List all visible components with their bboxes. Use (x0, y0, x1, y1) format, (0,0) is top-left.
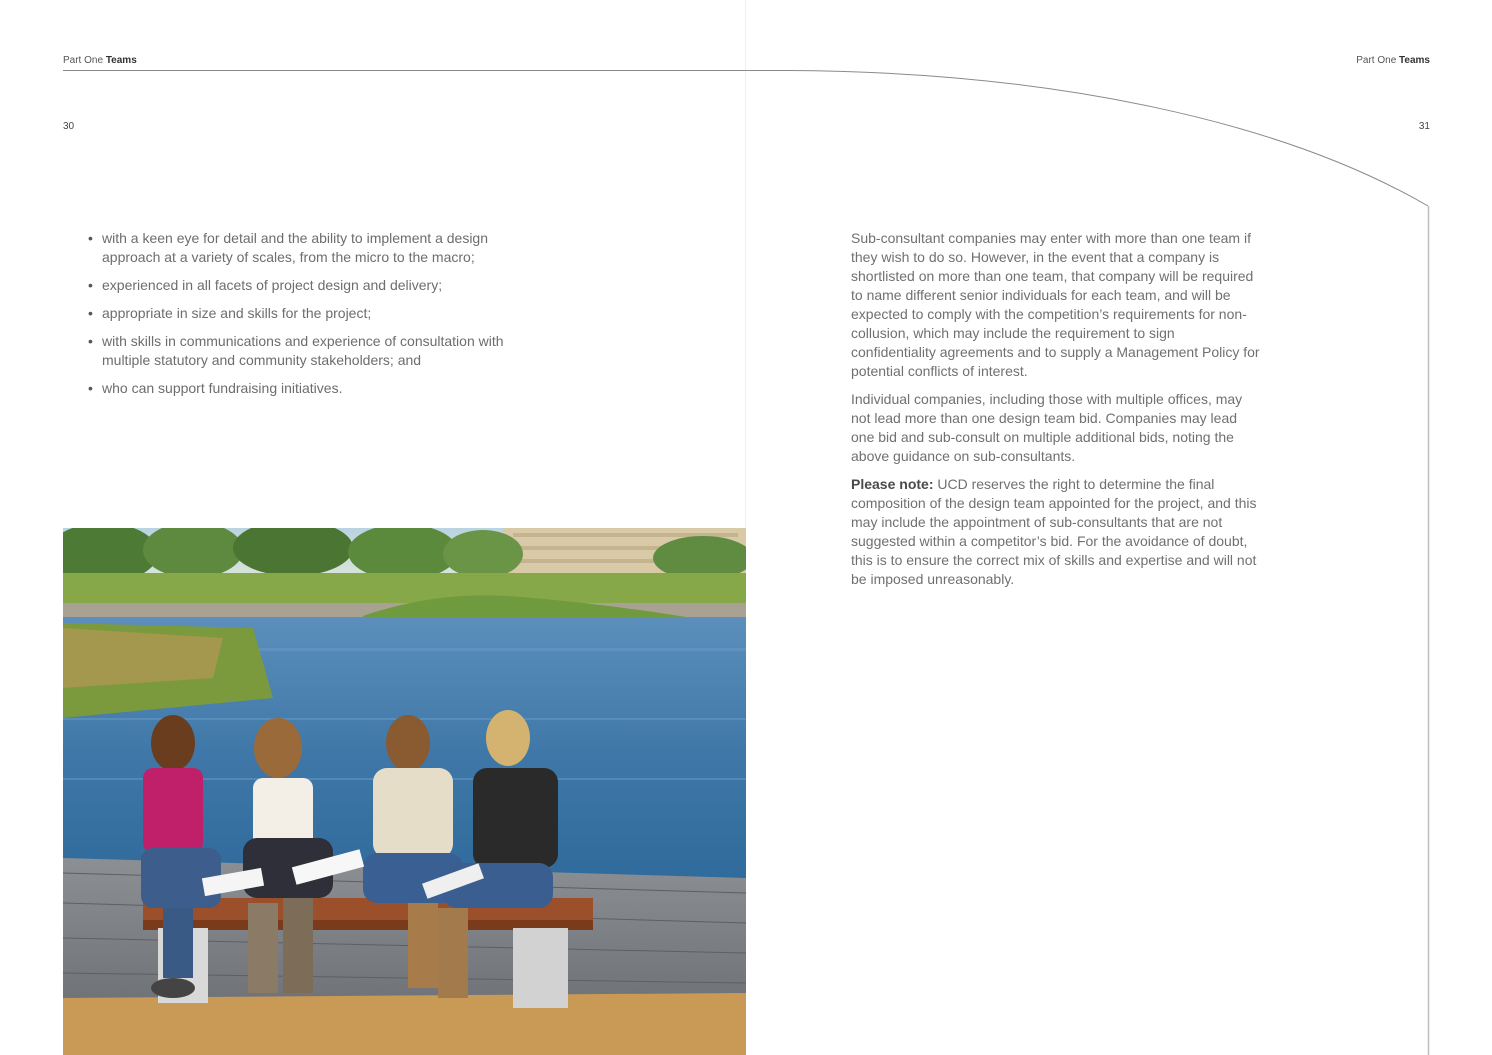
page-number-left: 30 (63, 121, 75, 132)
running-head-prefix: Part One (63, 55, 104, 66)
paragraph-individual-companies: Individual companies, including those with multiple offices, may not lead more than one design team bid. Companies may lead one bid and sub-consult on multiple additional bids, noting the above guidance on sub-consultants. (851, 391, 1243, 464)
paragraph-sub-consultants: Sub-consultant companies may enter with more than one team if they wish to do so. However, in the event that a company is shortlisted on more than one team, that company will be required to name different senior individuals for each team, and will be expected to comply with the competition’s requirements for non-collusion, which may include the requirement to sign confidentiality agreements and to supply a Management Policy for potential conflicts of interest. (851, 230, 1260, 379)
list-item: • who can support fundraising initiatives. (88, 380, 343, 396)
running-head-left (63, 55, 137, 66)
bullet-icon: • (88, 277, 93, 293)
photo-illustration (63, 528, 746, 1055)
requirements-list (86, 229, 516, 407)
list-item: • with a keen eye for detail and the ability to implement a design approach at a variety of scales, from the micro to the macro; (88, 230, 489, 265)
photo-students-by-lake (63, 528, 746, 1055)
paragraph-please-note (851, 475, 1263, 589)
bullet-icon: • (88, 333, 93, 349)
list-item: • experienced in all facets of project design and delivery; (88, 277, 443, 293)
running-head-right (1356, 55, 1430, 66)
note-label: Please note: (851, 476, 934, 492)
bullet-icon: • (88, 380, 93, 396)
bullet-icon: • (88, 230, 93, 246)
bullet-icon: • (88, 305, 93, 321)
running-head-section: Teams (1399, 55, 1430, 66)
list-item: • appropriate in size and skills for the project; (88, 305, 372, 321)
body-text-right (851, 229, 1263, 598)
running-head-prefix: Part One (1356, 55, 1397, 66)
list-item: • with skills in communications and experience of consultation with multiple statutory and community stakeholders; and (88, 333, 504, 368)
note-text: UCD reserves the right to determine the final composition of the design team appointed for the project, and this may include the appointment of sub-consultants that are not suggested within a competitor’s bid. For the avoidance of doubt, this is to ensure the correct mix of skills and expertise and will not be imposed unreasonably. (851, 476, 1257, 587)
running-head-section: Teams (105, 55, 137, 66)
page-number-right: 31 (1418, 121, 1430, 132)
